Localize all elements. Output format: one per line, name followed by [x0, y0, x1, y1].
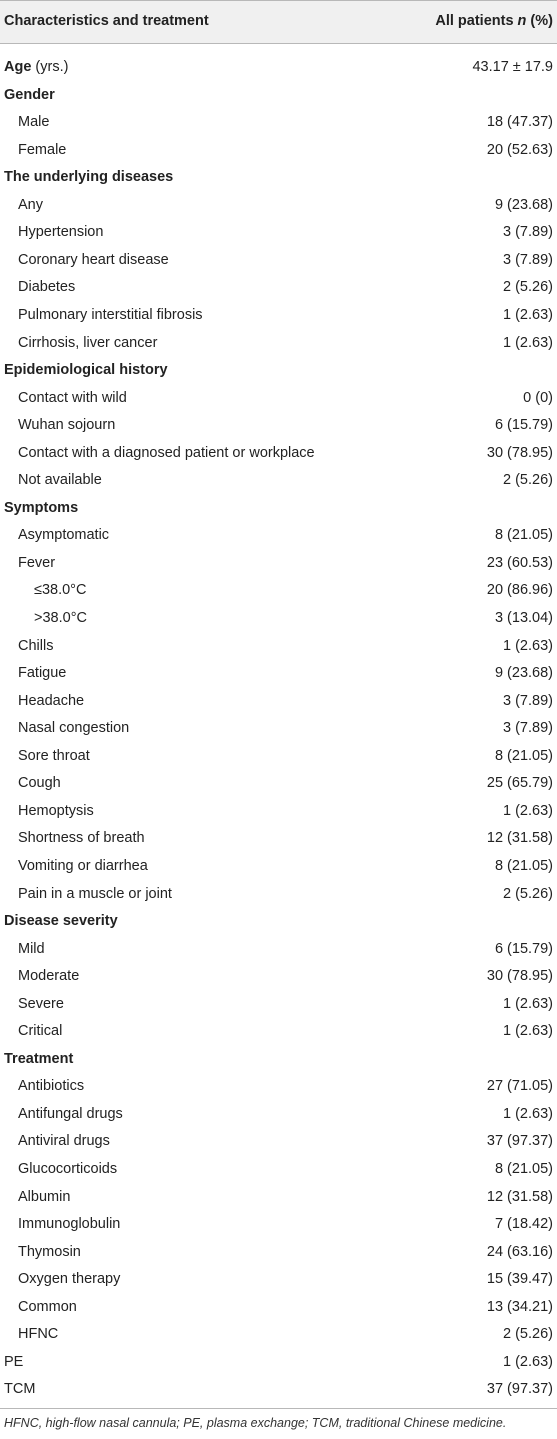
row-label: Symptoms [4, 499, 79, 516]
table-header [0, 0, 557, 44]
row-label: Severe [18, 995, 64, 1012]
table-row [0, 825, 557, 853]
row-value: 15 (39.47) [486, 1271, 553, 1288]
section-row [0, 908, 557, 936]
row-label: Sore throat [18, 747, 90, 764]
row-value: 8 (21.05) [494, 857, 553, 874]
row-label: Antiviral drugs [18, 1133, 110, 1150]
row-label: Not available [18, 472, 102, 489]
row-value: 1 (2.63) [503, 306, 553, 323]
row-label: TCM [4, 1381, 36, 1398]
row-value: 8 (21.05) [494, 527, 553, 544]
table-row [0, 219, 557, 247]
table-row [0, 440, 557, 468]
row-label: Immunoglobulin [18, 1216, 121, 1233]
row-value: 9 (23.68) [494, 665, 553, 682]
table-row [0, 798, 557, 826]
table-row [0, 385, 557, 413]
table-row [0, 1349, 557, 1377]
row-label: Pulmonary interstitial fibrosis [18, 306, 203, 323]
row-value: 18 (47.37) [486, 114, 553, 131]
table-row [0, 1184, 557, 1212]
row-label: Cirrhosis, liver cancer [18, 334, 158, 351]
table-row [0, 467, 557, 495]
header-percent: (%) [526, 13, 553, 29]
row-value: 2 (5.26) [503, 1326, 553, 1343]
table-row [0, 1101, 557, 1129]
row-label: Nasal congestion [18, 720, 130, 737]
table-row [0, 1128, 557, 1156]
row-label: Fever [18, 554, 56, 571]
row-label: Moderate [18, 968, 80, 985]
table-row [0, 853, 557, 881]
row-value: 6 (15.79) [494, 940, 553, 957]
row-label: Gender [4, 86, 55, 103]
row-label: Antifungal drugs [18, 1105, 123, 1122]
row-label: Male [18, 114, 50, 131]
row-value: 2 (5.26) [503, 279, 553, 296]
row-label: Disease severity [4, 913, 118, 930]
table-row [0, 660, 557, 688]
table-row [0, 1239, 557, 1267]
row-label: Female [18, 141, 67, 158]
section-row [0, 495, 557, 523]
row-value: 0 (0) [523, 389, 553, 406]
section-row [0, 164, 557, 192]
table-row [0, 192, 557, 220]
section-row [0, 1046, 557, 1074]
row-value: 8 (21.05) [494, 1161, 553, 1177]
table-row [0, 770, 557, 798]
row-label: Shortness of breath [18, 830, 145, 847]
table-row [0, 743, 557, 771]
table-row [0, 605, 557, 633]
row-value: 3 (7.89) [503, 251, 553, 268]
table-row [0, 1211, 557, 1239]
row-value: 1 (2.63) [503, 637, 553, 654]
row-label: Contact with a diagnosed patient or workplace [18, 444, 315, 461]
row-label: Age (yrs.) [4, 59, 69, 75]
header-characteristics: Characteristics and treatment [4, 13, 209, 29]
row-value: 7 (18.42) [494, 1216, 553, 1233]
row-label: Fatigue [18, 665, 67, 682]
row-label: Contact with wild [18, 389, 127, 406]
row-label: Vomiting or diarrhea [18, 857, 148, 874]
row-label: >38.0°C [34, 610, 87, 626]
table-row [0, 1266, 557, 1294]
row-label: Common [18, 1298, 77, 1315]
row-label: ≤38.0°C [34, 582, 87, 599]
table-row [0, 1376, 557, 1404]
row-value: 12 (31.58) [486, 830, 553, 847]
table-bottom-rule [0, 1408, 557, 1409]
table-row [0, 881, 557, 909]
row-value: 25 (65.79) [486, 775, 553, 792]
row-unit: (yrs.) [31, 59, 69, 75]
row-value: 8 (21.05) [494, 747, 553, 764]
section-row [0, 82, 557, 110]
row-label: Glucocorticoids [18, 1161, 118, 1177]
row-label: Epidemiological history [4, 362, 168, 379]
row-label: Antibiotics [18, 1078, 85, 1095]
row-label: Coronary heart disease [18, 251, 169, 268]
row-value: 1 (2.63) [503, 1023, 553, 1040]
row-value: 12 (31.58) [486, 1188, 553, 1205]
row-label: Oxygen therapy [18, 1271, 121, 1288]
row-label: Hypertension [18, 224, 104, 241]
row-label: Headache [18, 692, 85, 709]
row-value: 1 (2.63) [503, 995, 553, 1012]
table-row [0, 109, 557, 137]
row-label: Wuhan sojourn [18, 417, 116, 434]
row-label: Chills [18, 637, 54, 654]
header-all-patients [435, 13, 553, 29]
row-label: Critical [18, 1023, 63, 1040]
row-value: 24 (63.16) [486, 1243, 553, 1260]
row-value: 9 (23.68) [494, 196, 553, 213]
row-label: Cough [18, 775, 61, 792]
table-row [0, 991, 557, 1019]
row-label: PE [4, 1353, 24, 1370]
row-value: 37 (97.37) [486, 1381, 553, 1398]
row-value: 27 (71.05) [486, 1078, 553, 1095]
table-row [0, 1294, 557, 1322]
row-label: Diabetes [18, 279, 76, 296]
row-value: 43.17 ± 17.9 [472, 59, 553, 75]
row-value: 6 (15.79) [494, 417, 553, 434]
table-row [0, 137, 557, 165]
row-label: Albumin [18, 1188, 71, 1205]
table-row [0, 963, 557, 991]
row-label: Thymosin [18, 1243, 81, 1260]
row-label: Any [18, 196, 43, 213]
table-row [0, 1073, 557, 1101]
row-value: 1 (2.63) [503, 1105, 553, 1122]
table-row [0, 522, 557, 550]
row-value: 3 (13.04) [494, 610, 553, 626]
row-label: Treatment [4, 1050, 74, 1067]
section-row [0, 54, 557, 82]
row-value: 1 (2.63) [503, 334, 553, 351]
row-value: 30 (78.95) [486, 444, 553, 461]
row-value: 37 (97.37) [486, 1133, 553, 1150]
row-value: 2 (5.26) [503, 885, 553, 902]
row-value: 2 (5.26) [503, 472, 553, 489]
row-label: Hemoptysis [18, 802, 94, 819]
row-value: 3 (7.89) [503, 224, 553, 241]
row-value: 20 (86.96) [486, 582, 553, 599]
row-label: HFNC [18, 1326, 59, 1343]
table-footnote: HFNC, high-flow nasal cannula; PE, plasma exchange; TCM, traditional Chinese medicine. [4, 1416, 507, 1430]
row-value: 13 (34.21) [486, 1298, 553, 1315]
row-value: 3 (7.89) [503, 692, 553, 709]
table-row [0, 1321, 557, 1349]
table-row [0, 302, 557, 330]
table-row [0, 247, 557, 275]
table-row [0, 1018, 557, 1046]
row-label: Asymptomatic [18, 527, 110, 544]
row-value: 1 (2.63) [503, 802, 553, 819]
row-value: 3 (7.89) [503, 720, 553, 737]
table-row [0, 550, 557, 578]
row-value: 23 (60.53) [486, 554, 553, 571]
header-n: n [517, 13, 527, 29]
table-row [0, 577, 557, 605]
table-row [0, 715, 557, 743]
row-label: Pain in a muscle or joint [18, 885, 172, 902]
table-row [0, 688, 557, 716]
row-value: 1 (2.63) [503, 1353, 553, 1370]
header-all-patients-prefix: All patients [435, 13, 518, 29]
table-row [0, 330, 557, 358]
table-row [0, 936, 557, 964]
table-row [0, 274, 557, 302]
table-row [0, 633, 557, 661]
table-row [0, 412, 557, 440]
row-label: The underlying diseases [4, 169, 174, 186]
section-row [0, 357, 557, 385]
table-row [0, 1156, 557, 1184]
row-label: Mild [18, 940, 45, 957]
row-value: 30 (78.95) [486, 968, 553, 985]
row-value: 20 (52.63) [486, 141, 553, 158]
